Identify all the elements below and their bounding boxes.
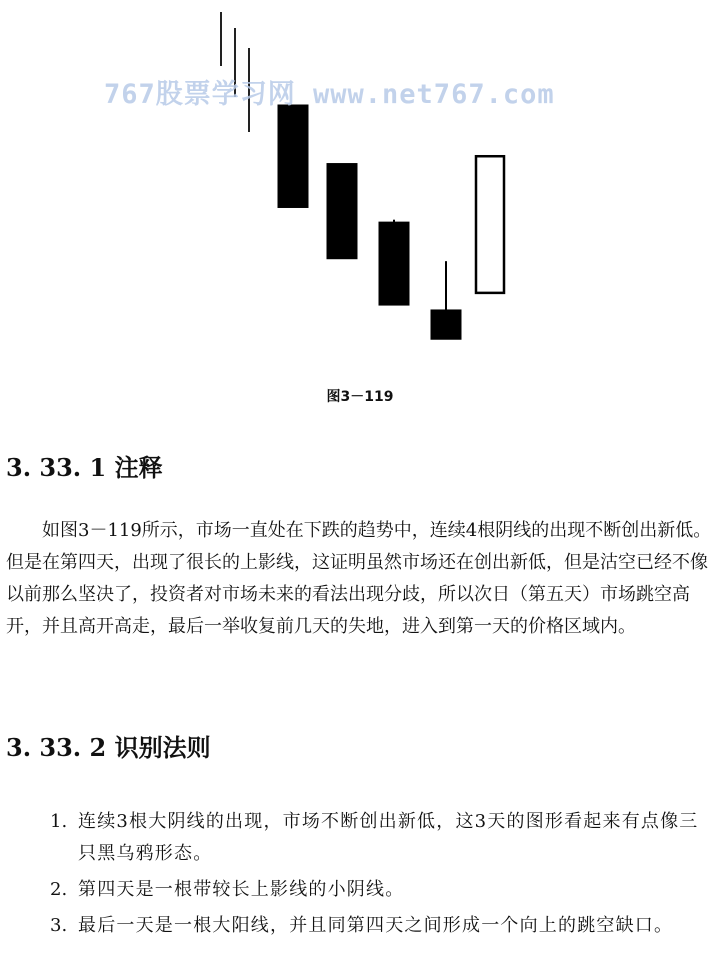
candlestick-chart — [0, 0, 720, 360]
candle-body-bearish — [278, 105, 308, 207]
candle-body-bearish — [379, 222, 409, 305]
rule-text: 最后一天是一根大阳线，并且同第四天之间形成一个向上的跳空缺口。 — [78, 915, 674, 936]
candle-body-bearish — [327, 164, 357, 259]
rule-number: 2. — [50, 879, 68, 900]
section-heading-notes: 3. 33. 1 注释 — [6, 453, 163, 482]
section-heading-rules: 3. 33. 2 识别法则 — [6, 733, 211, 762]
figure-caption: 图3－119 — [326, 389, 394, 405]
rule-number: 3. — [50, 915, 68, 936]
candlestick-figure — [0, 0, 720, 360]
watermark-text: 767股票学习网 www.net767.com — [104, 79, 555, 110]
candle-body-bullish — [476, 156, 504, 293]
notes-paragraph: 如图3－119所示，市场一直处在下跌的趋势中，连续4根阴线的出现不断创出新低。但是在第四天，出现了很长的上影线，这证明虽然市场还在创出新低，但是沽空已经不像以前那么坚决了，投资者对市场未来的看法出现分歧，所以次日（第五天）市场跳空高开，并且高开高走，最后一举收复前几天的失地，进入到第一天的价格区域内。 — [6, 520, 712, 637]
candles-group — [278, 105, 504, 339]
candle-body-bearish — [431, 310, 461, 339]
rule-number: 1. — [50, 811, 68, 832]
rule-text: 第四天是一根带较长上影线的小阴线。 — [78, 879, 405, 900]
rule-text: 连续3根大阴线的出现，市场不断创出新低，这3天的图形看起来有点像三只黑乌鸦形态。 — [78, 811, 699, 864]
